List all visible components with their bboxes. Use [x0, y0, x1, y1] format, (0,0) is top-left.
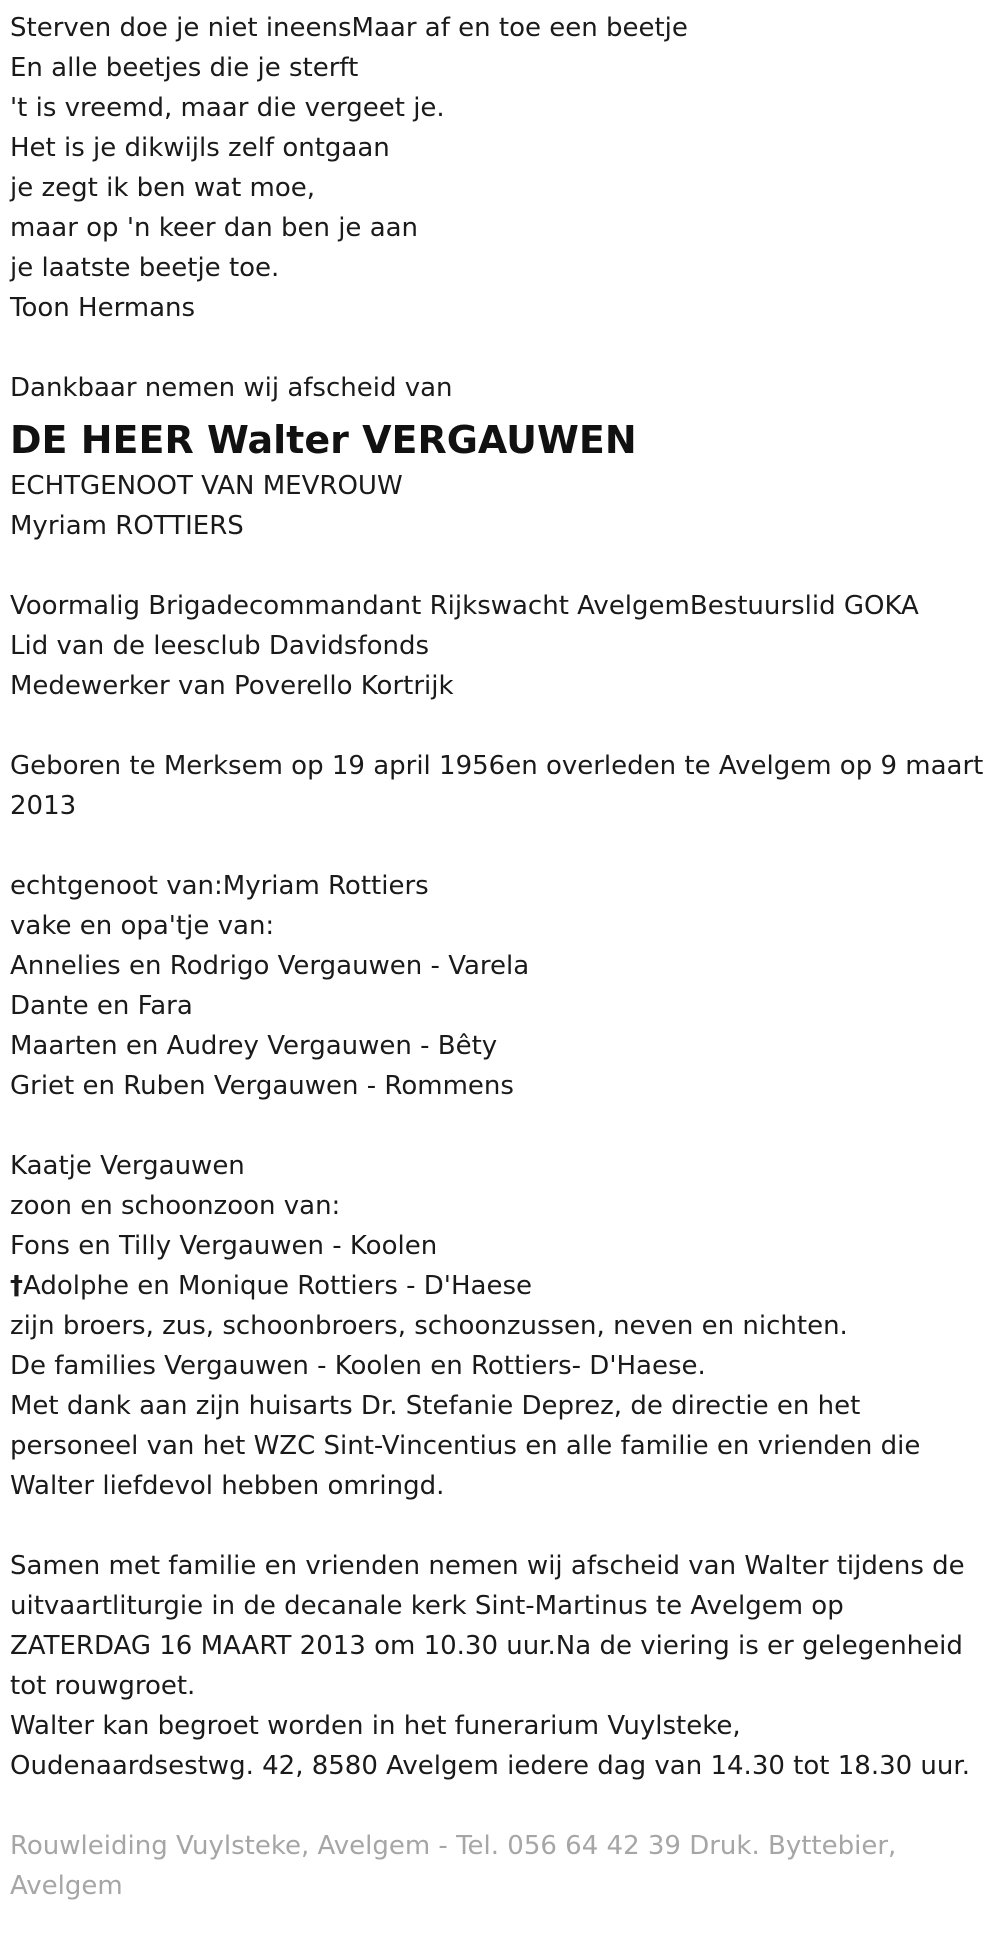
- spouse-name: Myriam ROTTIERS: [10, 511, 244, 541]
- thanks-text: Met dank aan zijn huisarts Dr. Stefanie Deprez, de directie en het personeel van het WZC Sint-Vincentius en alle familie en vrienden die Walter liefdevol hebben omringd.: [10, 1391, 921, 1501]
- visitation-text: Walter kan begroet worden in het funerarium Vuylsteke, Oudenaardsestwg. 42, 8580 Avelgem iedere dag van 14.30 tot 18.30 uur.: [10, 1711, 970, 1781]
- poem: [10, 8, 990, 328]
- poem-line: je zegt ik ben wat moe,: [10, 173, 316, 203]
- functions-list: [10, 586, 990, 706]
- poem-line: maar op 'n keer dan ben je aan: [10, 213, 419, 243]
- families-entry: De families Vergauwen - Koolen en Rottiers- D'Haese.: [10, 1351, 706, 1381]
- poem-line: Sterven doe je niet ineensMaar af en toe een beetje: [10, 13, 688, 43]
- ceremony-text: Samen met familie en vrienden nemen wij afscheid van Walter tijdens de uitvaartliturgie in de decanale kerk Sint-Martinus te Avelgem op ZATERDAG 16 MAART 2013 om 10.30 uur.Na de viering is er gelegenheid tot rouwgroet.: [10, 1551, 965, 1701]
- in-laws-entry: [10, 1266, 990, 1306]
- function-item: Medewerker van Poverello Kortrijk: [10, 671, 454, 701]
- function-item: Lid van de leesclub Davidsfonds: [10, 631, 430, 661]
- poem-author: Toon Hermans: [10, 293, 196, 323]
- child-entry: Dante en Fara: [10, 991, 193, 1021]
- child-entry: Annelies en Rodrigo Vergauwen - Varela: [10, 951, 530, 981]
- son-label: zoon en schoonzoon van:: [10, 1191, 341, 1221]
- child-entry: Griet en Ruben Vergauwen - Rommens: [10, 1071, 514, 1101]
- siblings-entry: zijn broers, zus, schoonbroers, schoonzussen, neven en nichten.: [10, 1311, 848, 1341]
- poem-line: je laatste beetje toe.: [10, 253, 280, 283]
- cross-icon: †: [10, 1271, 23, 1301]
- kaatje-entry: Kaatje Vergauwen: [10, 1151, 245, 1181]
- function-item: Voormalig Brigadecommandant Rijkswacht AvelgemBestuurslid GOKA: [10, 591, 919, 621]
- poem-line: 't is vreemd, maar die vergeet je.: [10, 93, 445, 123]
- poem-line: Het is je dikwijls zelf ontgaan: [10, 133, 390, 163]
- intro-text: Dankbaar nemen wij afscheid van: [10, 373, 453, 403]
- child-entry: Maarten en Audrey Vergauwen - Bêty: [10, 1031, 498, 1061]
- footer-text: Rouwleiding Vuylsteke, Avelgem - Tel. 056 64 42 39 Druk. Byttebier, Avelgem: [10, 1831, 897, 1901]
- parents-entry: Fons en Tilly Vergauwen - Koolen: [10, 1231, 438, 1261]
- birth-death-text: Geboren te Merksem op 19 april 1956en overleden te Avelgem op 9 maart 2013: [10, 751, 984, 821]
- poem-line: En alle beetjes die je sterft: [10, 53, 359, 83]
- grandparent-label: vake en opa'tje van:: [10, 911, 275, 941]
- family-spouse: echtgenoot van:Myriam Rottiers: [10, 871, 429, 901]
- spouse-line: ECHTGENOOT VAN MEVROUW: [10, 471, 403, 501]
- family-section: [10, 866, 990, 1506]
- deceased-name: DE HEER Walter VERGAUWEN: [10, 418, 637, 462]
- in-laws-text: Adolphe en Monique Rottiers - D'Haese: [23, 1271, 532, 1301]
